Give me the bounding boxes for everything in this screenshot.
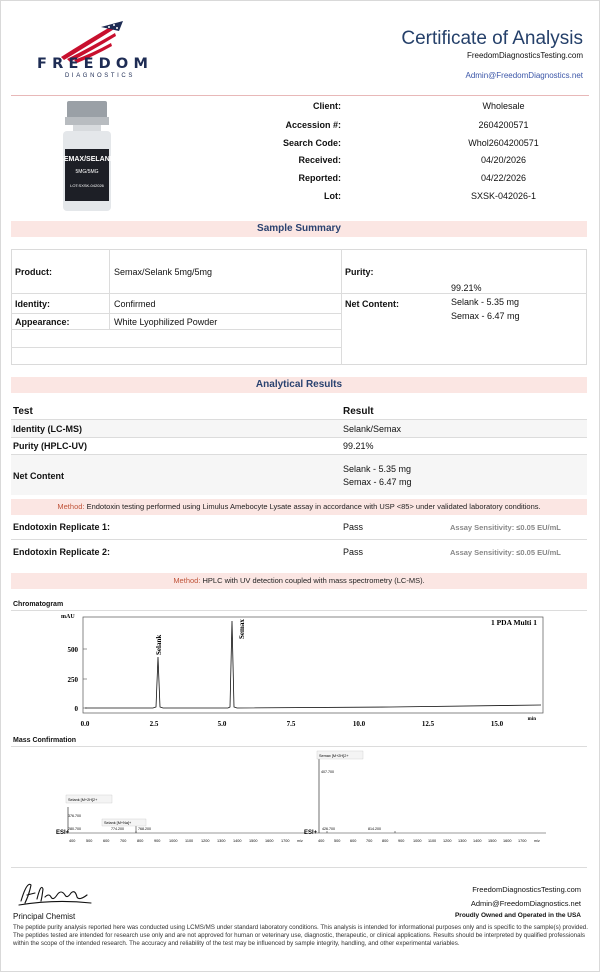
chemist-title: Principal Chemist xyxy=(13,912,76,921)
header-divider xyxy=(11,95,589,96)
y-tick-label: 0 xyxy=(74,705,78,713)
product-value: Semax/Selank 5mg/5mg xyxy=(114,267,213,277)
product-vial-image xyxy=(59,101,115,211)
client-label: Client: xyxy=(313,101,341,111)
ms-annotation-semax-2h: Semax [M+2H]2+ xyxy=(319,754,349,758)
mass-confirmation-title: Mass Confirmation xyxy=(13,737,77,744)
endotoxin-replicate-1-result: Pass xyxy=(343,522,364,532)
esi-label-right: ESI+ xyxy=(304,830,318,836)
endotoxin-replicate-1-label: Endotoxin Replicate 1: xyxy=(13,522,111,532)
endotoxin-replicate-2-result: Pass xyxy=(343,547,364,557)
ms-x-tick: 1300 xyxy=(217,839,226,843)
chromatogram-channel: 1 PDA Multi 1 xyxy=(490,618,537,627)
ms-x-tick: 1100 xyxy=(185,839,194,843)
ms-x-tick: 800 xyxy=(382,839,389,843)
lot-value: SXSK-042026-1 xyxy=(470,191,537,201)
sample-summary-header: Sample Summary xyxy=(11,221,587,237)
purity-label: Purity: xyxy=(345,267,374,277)
product-label: Product: xyxy=(15,267,52,277)
ms-x-unit: m/z xyxy=(534,839,540,843)
analytical-results-header: Analytical Results xyxy=(11,377,587,393)
result-column-header: Result xyxy=(343,406,374,417)
ms-x-tick: 700 xyxy=(120,839,127,843)
ms-x-tick: 700 xyxy=(366,839,373,843)
header-email-link[interactable]: Admin@FreedomDiagnostics.net xyxy=(465,71,583,80)
summary-divider xyxy=(11,329,341,330)
results-divider xyxy=(11,539,587,540)
x-tick-label: 15.0 xyxy=(490,720,504,728)
ms-x-tick: 1700 xyxy=(281,839,290,843)
net-content-test-label: Net Content xyxy=(13,471,64,481)
ms-x-tick: 900 xyxy=(398,839,405,843)
x-tick-label: 7.5 xyxy=(286,720,296,728)
identity-value: Confirmed xyxy=(114,299,156,309)
brand-name: FREEDOM xyxy=(37,56,154,72)
x-tick-label: 12.5 xyxy=(421,720,435,728)
ms-x-tick: 600 xyxy=(350,839,357,843)
y-tick-label: 250 xyxy=(67,676,78,684)
footer-website-link[interactable]: FreedomDiagnosticsTesting.com xyxy=(472,885,581,894)
net-content-test-result-selank: Selank - 5.35 mg xyxy=(343,464,412,474)
hplc-method-note xyxy=(11,573,587,589)
ms-x-tick: 1500 xyxy=(249,839,258,843)
ms-x-tick: 400 xyxy=(318,839,325,843)
ms-x-tick: 1700 xyxy=(518,839,527,843)
reported-value: 04/22/2026 xyxy=(480,173,527,183)
chromatogram-trace xyxy=(85,621,541,708)
ms-x-tick: 800 xyxy=(137,839,144,843)
peak-label-semax: Semax xyxy=(238,619,246,639)
client-value: Wholesale xyxy=(482,101,525,111)
footer-tagline: Proudly Owned and Operated in the USA xyxy=(454,912,581,919)
chromatogram-frame xyxy=(83,617,543,713)
endotoxin-replicate-2-sensitivity: Assay Sensitivity: ≤0.05 EU/mL xyxy=(450,548,561,557)
endotoxin-replicate-2-label: Endotoxin Replicate 2: xyxy=(13,547,111,557)
summary-divider xyxy=(341,293,587,294)
summary-divider xyxy=(341,249,342,365)
summary-divider xyxy=(11,347,341,348)
ms-peak-mz: 280.700 xyxy=(68,827,81,831)
x-tick-label: 5.0 xyxy=(217,720,227,728)
accession-label: Accession #: xyxy=(285,120,341,130)
purity-test-label: Purity (HPLC-UV) xyxy=(13,441,87,451)
ms-x-tick: 1400 xyxy=(473,839,482,843)
vial-label-name: SEMAX/SELANK xyxy=(59,156,115,163)
method-label: Method: xyxy=(57,502,85,511)
ms-x-tick: 1300 xyxy=(458,839,467,843)
ms-annotation-selank-na: Selank [M+Na]+ xyxy=(104,821,132,825)
ms-peak-mz: 376.700 xyxy=(68,814,81,818)
appearance-label: Appearance: xyxy=(15,317,70,327)
ms-x-tick: 1600 xyxy=(503,839,512,843)
table-row xyxy=(11,455,587,495)
ms-peak-mz: 426.700 xyxy=(322,827,335,831)
ms-x-tick: 1200 xyxy=(443,839,452,843)
ms-x-tick: 400 xyxy=(69,839,76,843)
net-content-label: Net Content: xyxy=(345,299,399,309)
chromatogram-title: Chromatogram xyxy=(13,601,64,608)
document-title: Certificate of Analysis xyxy=(401,28,583,49)
x-tick-label: 2.5 xyxy=(149,720,159,728)
appearance-value: White Lyophilized Powder xyxy=(114,317,218,327)
identity-label: Identity: xyxy=(15,299,50,309)
chromatogram-chart xyxy=(61,613,551,733)
ms-x-tick: 500 xyxy=(334,839,341,843)
ms-x-tick: 1400 xyxy=(233,839,242,843)
chemist-signature xyxy=(15,875,95,911)
ms-x-tick: 1000 xyxy=(413,839,422,843)
ms-x-tick: 500 xyxy=(86,839,93,843)
brand-subtitle: DIAGNOSTICS xyxy=(65,73,135,79)
summary-divider xyxy=(11,293,341,294)
ms-peak-mz: 774.200 xyxy=(111,827,124,831)
footer-divider xyxy=(11,867,587,868)
x-tick-label: 10.0 xyxy=(352,720,366,728)
results-divider xyxy=(11,437,587,438)
section-divider xyxy=(11,610,587,611)
esi-label-left: ESI+ xyxy=(56,830,70,836)
received-label: Received: xyxy=(298,155,341,165)
header-website-link[interactable]: FreedomDiagnosticsTesting.com xyxy=(466,51,583,60)
footer-email-link[interactable]: Admin@FreedomDiagnostics.net xyxy=(470,899,581,908)
ms-x-tick: 1100 xyxy=(428,839,437,843)
identity-test-result: Selank/Semax xyxy=(343,424,402,434)
ms-x-tick: 1200 xyxy=(201,839,210,843)
summary-divider xyxy=(11,313,341,314)
legal-disclaimer: The peptide purity analysis reported here was conducted using LCMS/MS under standard laboratory conditions. This analysis is intended for informational purposes only and is specific to the sample(s) provided. The peptides tested are intended for research use only and are not approved for human or veterinary use, diagnostic, therapeutic, or clinical applications. Results should be interpreted by qualified professionals within the scope of the intended research. The accuracy and reliability of the test may be influenced by sample integrity, handling, and other experimental variables. xyxy=(13,924,588,947)
ms-x-unit: m/z xyxy=(297,839,303,843)
received-value: 04/20/2026 xyxy=(480,155,527,165)
ms-x-tick: 600 xyxy=(103,839,110,843)
method-text: Endotoxin testing performed using Limulus Amebocyte Lysate assay in accordance with USP <85> under validated laboratory conditions. xyxy=(84,502,541,511)
purity-value: 99.21% xyxy=(451,283,482,293)
net-content-test-result-semax: Semax - 6.47 mg xyxy=(343,477,412,487)
accession-value: 2604200571 xyxy=(478,120,529,130)
lot-label: Lot: xyxy=(324,191,341,201)
table-row xyxy=(11,420,587,437)
vial-label-dose: 5MG/5MG xyxy=(75,169,99,175)
ms-x-tick: 1000 xyxy=(169,839,178,843)
y-tick-label: 500 xyxy=(67,646,78,654)
endotoxin-method-note xyxy=(11,499,587,515)
ms-annotation-selank-2h: Selank [M+2H]2+ xyxy=(68,798,98,802)
vial-label-lot: LOT:SXSK-042026 xyxy=(70,183,104,188)
reported-label: Reported: xyxy=(298,173,341,183)
identity-test-label: Identity (LC-MS) xyxy=(13,424,82,434)
x-tick-label: 0.0 xyxy=(80,720,90,728)
chromatogram-y-unit: mAU xyxy=(61,614,75,620)
ms-peak-mz: 768.200 xyxy=(138,827,151,831)
x-unit-label: min xyxy=(527,717,536,722)
ms-x-tick: 900 xyxy=(154,839,161,843)
summary-divider xyxy=(109,249,110,329)
ms-x-tick: 1600 xyxy=(265,839,274,843)
search-code-value: Whol2604200571 xyxy=(468,138,539,148)
net-content-selank: Selank - 5.35 mg xyxy=(451,297,520,307)
test-column-header: Test xyxy=(13,406,33,417)
peak-label-selank: Selank xyxy=(155,634,163,655)
ms-peak-mz: 814.200 xyxy=(368,827,381,831)
purity-test-result: 99.21% xyxy=(343,441,374,451)
net-content-semax: Semax - 6.47 mg xyxy=(451,311,520,321)
mass-spectrum-chart xyxy=(56,747,556,857)
search-code-label: Search Code: xyxy=(282,138,341,148)
method-label: Method: xyxy=(173,576,201,585)
ms-peak-mz: 407.700 xyxy=(321,770,334,774)
endotoxin-replicate-1-sensitivity: Assay Sensitivity: ≤0.05 EU/mL xyxy=(450,523,561,532)
method-text: HPLC with UV detection coupled with mass spectrometry (LC-MS). xyxy=(200,576,425,585)
ms-x-tick: 1500 xyxy=(488,839,497,843)
